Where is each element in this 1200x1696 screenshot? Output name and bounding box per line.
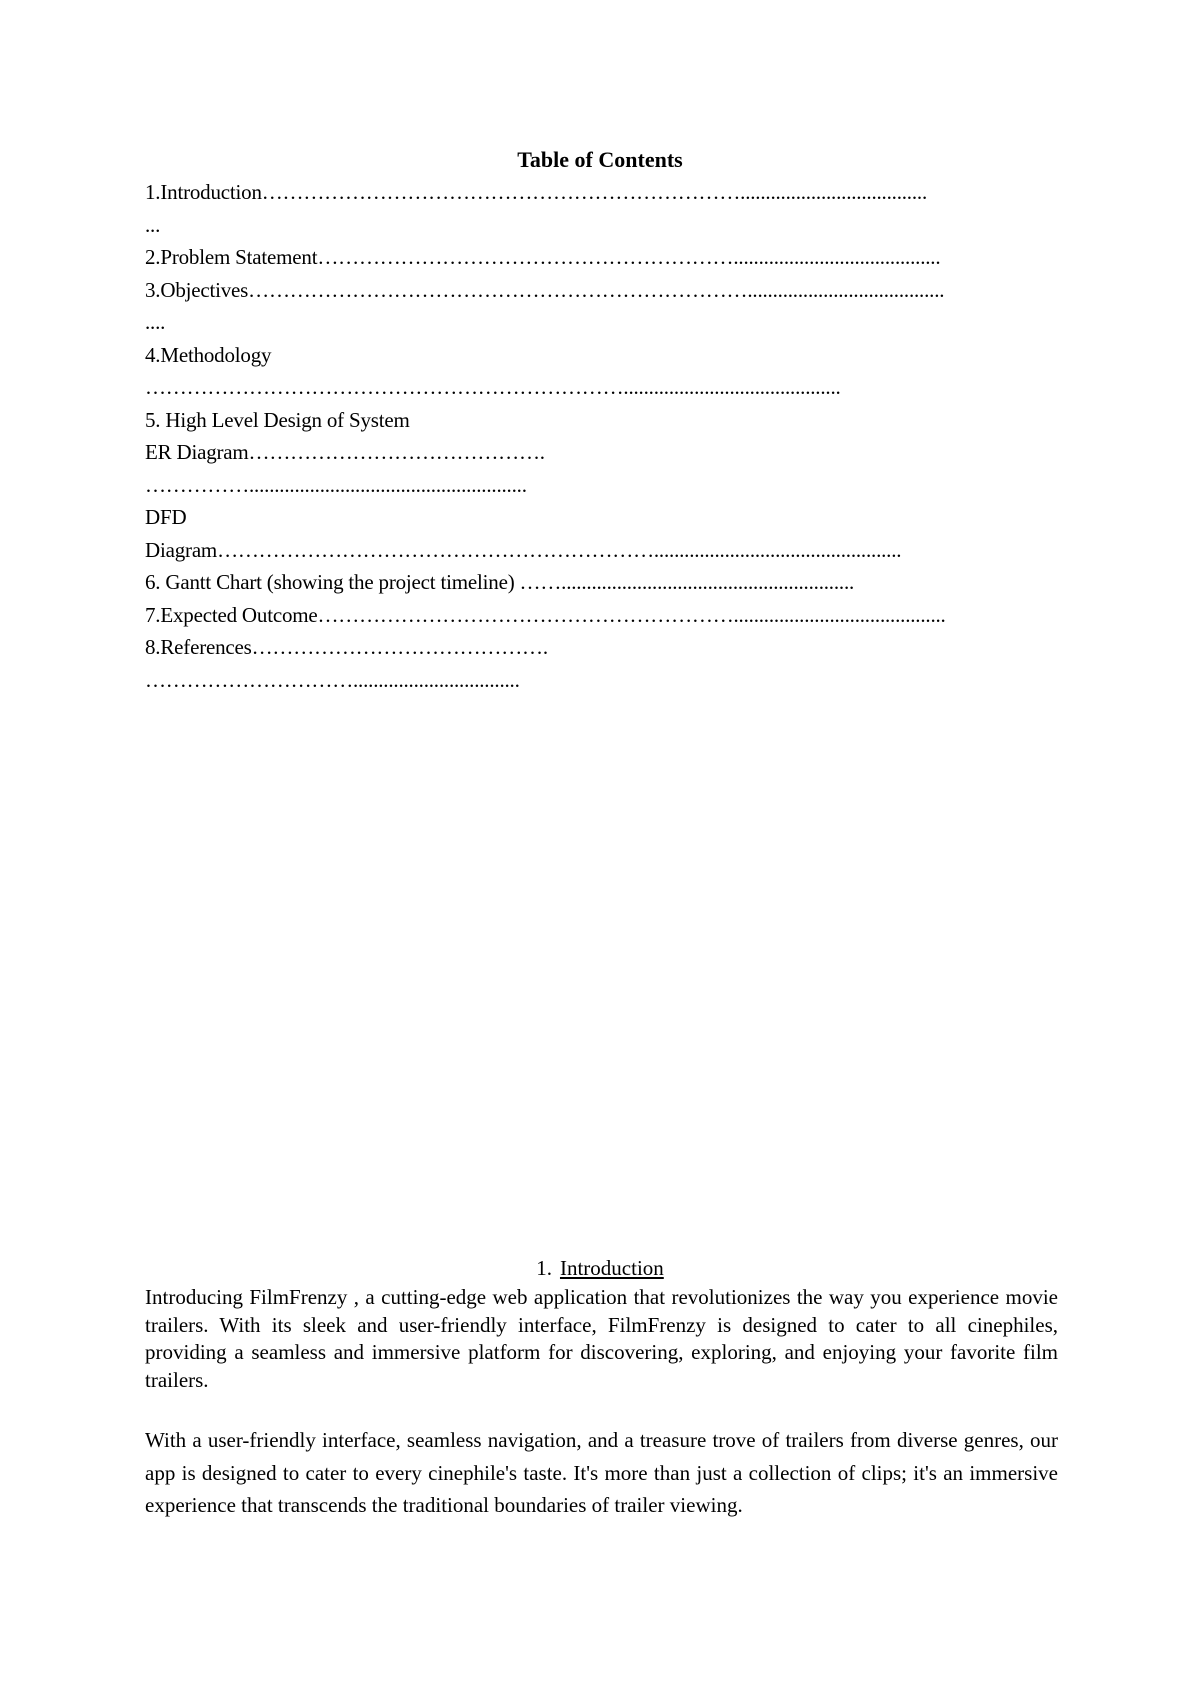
introduction-heading-number: 1.: [536, 1256, 552, 1280]
toc-entry-introduction-dots: ...: [145, 213, 161, 237]
toc-entry-methodology: 4.Methodology: [145, 343, 272, 367]
toc-entry-high-level-design: 5. High Level Design of System: [145, 408, 410, 432]
toc-entry-er-diagram-dots: …………….......................................................: [145, 473, 527, 497]
toc-entry-expected-outcome: 7.Expected Outcome……………………………………………………..........................................: [145, 603, 946, 627]
introduction-paragraph-1: Introducing FilmFrenzy , a cutting-edge web application that revolutionizes the way you experience movie trailers. With its sleek and user-friendly interface, FilmFrenzy is designed to cater to all cinephiles, providing a seamless and immersive platform for discovering, exploring, and enjoying your favorite film trailers.: [145, 1285, 1058, 1392]
introduction-heading-text: Introduction: [559, 1256, 664, 1280]
toc-entry-problem-statement: 2.Problem Statement…………………………………………………….........................................: [145, 245, 941, 269]
toc-entry-objectives-dots: ....: [145, 310, 166, 334]
toc-entry-dfd-diagram: Diagram……………………………………………………….................................................: [145, 538, 902, 562]
introduction-paragraph-2: With a user-friendly interface, seamless navigation, and a treasure trove of trailers from diverse genres, our app is designed to cater to every cinephile's taste. It's more than just a collection of clips; it's an immersive experience that transcends the traditional boundaries of trailer viewing.: [145, 1428, 1058, 1517]
toc-entry-references: 8.References…………………………………….: [145, 635, 548, 659]
toc-entry-gantt-chart: 6. Gantt Chart (showing the project timeline) ……..........................................................: [145, 570, 855, 594]
toc-entry-dfd: DFD: [145, 505, 187, 529]
toc-title: Table of Contents: [517, 147, 683, 172]
toc-entry-introduction: 1.Introduction…………………………………………………………….....................................: [145, 180, 928, 204]
toc-entry-objectives: 3.Objectives……………………………………………………………….......................................: [145, 278, 945, 302]
toc-entry-methodology-dots: ……………………………………………………………...........................................: [145, 375, 841, 399]
introduction-heading: [0, 1255, 1200, 1281]
toc-entry-er-diagram: ER Diagram…………………………………….: [145, 440, 545, 464]
toc-entry-references-dots: ………………………….................................: [145, 668, 520, 692]
